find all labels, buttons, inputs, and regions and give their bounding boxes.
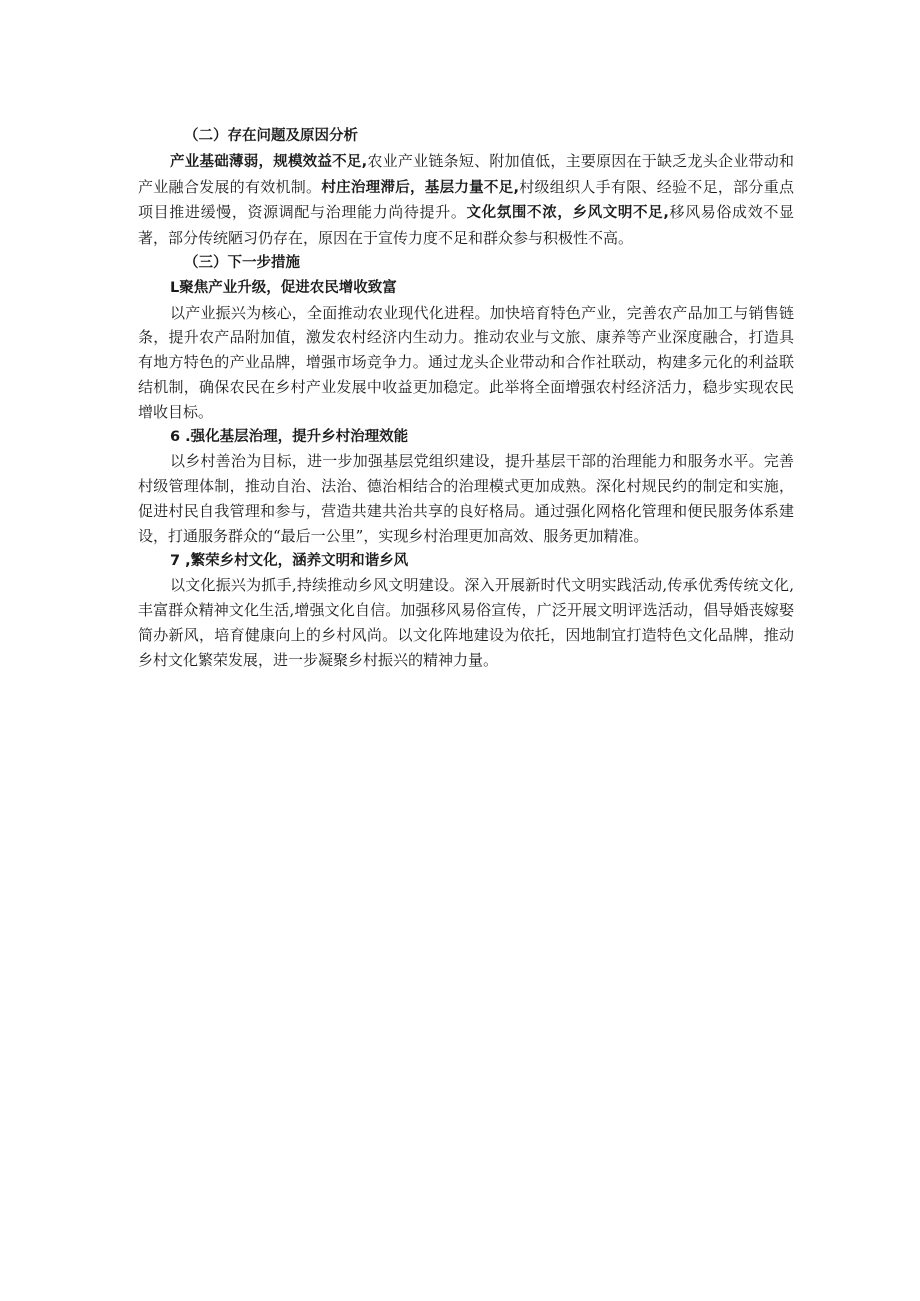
measure-3-title: 7 ,繁荣乡村文化，涵养文明和谐乡风 xyxy=(170,552,409,569)
problems-paragraph xyxy=(138,149,794,251)
problem-1-title: 产业基础薄弱，规模效益不足, xyxy=(170,153,368,170)
measure-3-body: 以文化振兴为抓手,持续推动乡风文明建设。深入开展新时代文明实践活动,传承优秀传统文化,丰富群众精神文化生活,增强文化自信。加强移风易俗宣传，广泛开展文明评选活动，倡导婚丧嫁娶简办新风，培育健康向上的乡村风尚。以文化阵地建设为依托，因地制宜打造特色文化品牌，推动乡村文化繁荣发展，进一步凝聚乡村振兴的精神力量。 xyxy=(138,576,794,669)
measure-2-body: 以乡村善治为目标，进一步加强基层党组织建设，提升基层干部的治理能力和服务水平。完善村级管理体制，推动自治、法治、德治相结合的治理模式更加成熟。深化村规民约的制定和实施，促进村民自我管理和参与，营造共建共治共享的良好格局。通过强化网格化管理和便民服务体系建设，打通服务群众的“最后一公里”，实现乡村治理更加高效、服务更加精准。 xyxy=(138,452,794,545)
measure-2-title: 6 .强化基层治理，提升乡村治理效能 xyxy=(170,428,409,445)
problem-2-title: 村庄治理滞后，基层力量不足, xyxy=(321,179,519,196)
problem-3-title: 文化氛围不浓，乡风文明不足, xyxy=(466,205,669,222)
section-heading-next-steps: （三）下一步措施 xyxy=(184,254,300,271)
problem-3-text: 移风易俗成效不显著，部分传统陋习仍存在，原因在于宣传力度不足和群众参与积极性不高。 xyxy=(138,203,794,248)
document-body xyxy=(138,124,794,673)
problem-2-text: 村级组织人手有限、经验不足，部分重点项目推进缓慢，资源调配与治理能力尚待提升。 xyxy=(138,177,794,222)
problem-1-text: 农业产业链条短、附加值低，主要原因在于缺乏龙头企业带动和产业融合发展的有效机制。 xyxy=(138,151,794,196)
measure-1-title: L聚焦产业升级，促进农民增收致富 xyxy=(170,279,397,296)
measure-1-body: 以产业振兴为核心，全面推动农业现代化进程。加快培育特色产业，完善农产品加工与销售链条，提升农产品附加值，激发农村经济内生动力。推动农业与文旅、康养等产业深度融合，打造具有地方特色的产业品牌，增强市场竞争力。通过龙头企业带动和合作社联动，构建多元化的利益联结机制，确保农民在乡村产业发展中收益更加稳定。此举将全面增强农村经济活力，稳步实现农民增收目标。 xyxy=(138,303,794,421)
section-heading-problems: （二）存在问题及原因分析 xyxy=(184,128,358,144)
